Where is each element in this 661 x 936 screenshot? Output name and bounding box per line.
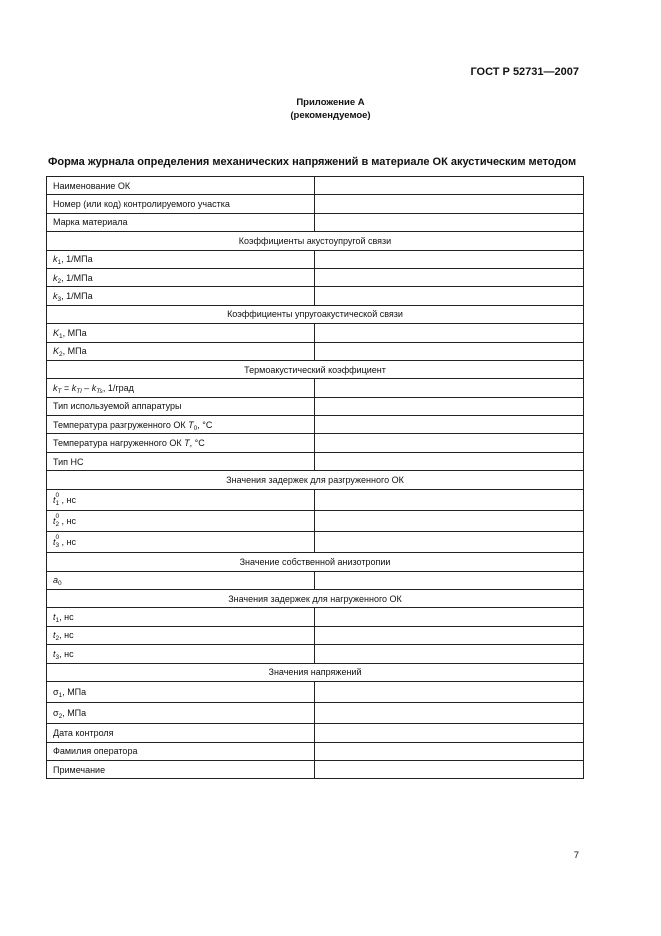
form-title: Форма журнала определения механических напряжений в материале ОК акустическим методом [48,156,577,168]
value-cell[interactable] [315,645,584,663]
field-label: $t_2$, нс [47,626,315,644]
value-cell[interactable] [315,608,584,626]
appendix-status: (рекомендуемое) [290,110,371,121]
section-row [47,553,584,571]
value-cell[interactable] [315,434,584,452]
section-row [47,360,584,378]
section-header: Термоакустический коэффициент [47,360,584,378]
field-label: Наименование ОК [47,177,315,195]
value-cell[interactable] [315,571,584,589]
table-row [47,250,584,268]
value-cell[interactable] [315,250,584,268]
field-label: Примечание [47,761,315,779]
field-label: $K_2$, МПа [47,342,315,360]
value-cell[interactable] [315,489,584,510]
value-cell[interactable] [315,510,584,531]
field-label: $k_T = k_{Tl} - k_{Ts}$, 1/град [47,379,315,397]
table-row [47,681,584,702]
field-label: $k_2$, 1/МПа [47,268,315,286]
value-cell[interactable] [315,626,584,644]
table-row [47,287,584,305]
section-row [47,305,584,323]
value-cell[interactable] [315,268,584,286]
table-row [47,571,584,589]
table-row [47,434,584,452]
table-row [47,608,584,626]
value-cell[interactable] [315,213,584,231]
field-label: $t_1$, нс [47,608,315,626]
section-header: Значения напряжений [47,663,584,681]
value-cell[interactable] [315,681,584,702]
table-row [47,742,584,760]
field-label: $k_1$, 1/МПа [47,250,315,268]
value-cell[interactable] [315,724,584,742]
field-label: $K_1$, МПа [47,324,315,342]
table-row [47,452,584,470]
table-row [47,489,584,510]
field-label: t 0 2 , нс [47,510,315,531]
value-cell[interactable] [315,397,584,415]
page-number: 7 [573,850,579,861]
table-row [47,416,584,434]
table-row [47,342,584,360]
value-cell[interactable] [315,532,584,553]
value-cell[interactable] [315,703,584,724]
field-label: Марка материала [47,213,315,231]
standard-number: ГОСТ Р 52731—2007 [470,66,579,78]
value-cell[interactable] [315,379,584,397]
section-row [47,663,584,681]
table-row [47,195,584,213]
section-header: Коэффициенты акустоупругой связи [47,232,584,250]
appendix-label: Приложение А [296,97,365,108]
field-label: Дата контроля [47,724,315,742]
section-row [47,589,584,607]
table-row [47,532,584,553]
value-cell[interactable] [315,342,584,360]
table-row [47,268,584,286]
table-row [47,379,584,397]
value-cell[interactable] [315,416,584,434]
value-cell[interactable] [315,742,584,760]
section-header: Значение собственной анизотропии [47,553,584,571]
value-cell[interactable] [315,452,584,470]
journal-form-table [46,176,584,779]
field-label: $a_0$ [47,571,315,589]
field-label: Температура разгруженного ОК $T_0$, °С [47,416,315,434]
table-row [47,645,584,663]
value-cell[interactable] [315,177,584,195]
field-label: Тип используемой аппаратуры [47,397,315,415]
section-header: Коэффициенты упругоакустической связи [47,305,584,323]
value-cell[interactable] [315,287,584,305]
table-row [47,724,584,742]
table-row [47,703,584,724]
section-header: Значения задержек для нагруженного ОК [47,589,584,607]
field-label: $\sigma_2$, МПа [47,703,315,724]
value-cell[interactable] [315,324,584,342]
field-label: t 0 1 , нс [47,489,315,510]
field-label: t 0 3 , нс [47,532,315,553]
field-label: Температура нагруженного ОК T, °С [47,434,315,452]
field-label: $\sigma_1$, МПа [47,681,315,702]
field-label: Фамилия оператора [47,742,315,760]
field-label: $k_3$, 1/МПа [47,287,315,305]
field-label: $t_3$, нс [47,645,315,663]
appendix-heading [0,96,661,122]
table-row [47,213,584,231]
section-row [47,471,584,489]
section-header: Значения задержек для разгруженного ОК [47,471,584,489]
value-cell[interactable] [315,761,584,779]
table-row [47,761,584,779]
value-cell[interactable] [315,195,584,213]
table-row [47,177,584,195]
field-label: Тип НС [47,452,315,470]
table-row [47,626,584,644]
table-row [47,397,584,415]
table-row [47,510,584,531]
table-row [47,324,584,342]
field-label: Номер (или код) контролируемого участка [47,195,315,213]
section-row [47,232,584,250]
